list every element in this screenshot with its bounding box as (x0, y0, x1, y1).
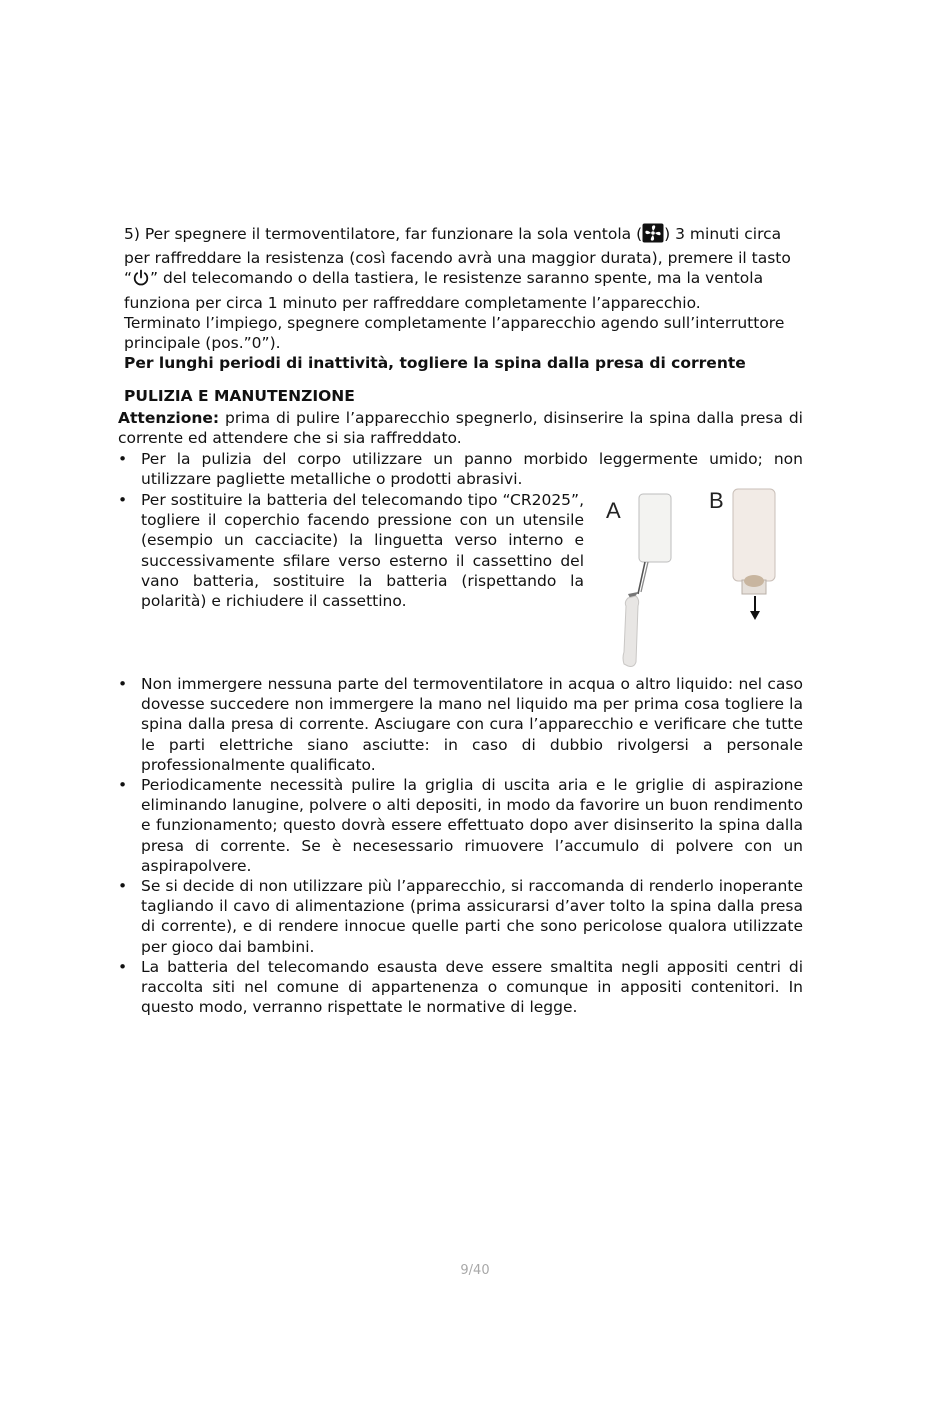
intro-line-5: Terminato l’impiego, spegnere completamente l’apparecchio agendo sull’interruttore (124, 313, 785, 332)
list-item-text: Se si decide di non utilizzare più l’apparecchio, si raccomanda di renderlo inoperante tagliando il cavo di alimentazione (prima assicurarsi d’aver tolto la spina dalla presa di corrente), e di rendere innocue quelle parti che sono pericolose qualora utilizzate per gioco dai bambini. (141, 877, 803, 956)
battery-replacement-figure (598, 484, 798, 672)
list-item (118, 490, 584, 611)
list-item (118, 775, 803, 876)
bullet: • (118, 776, 128, 795)
remote-illustration (598, 484, 798, 672)
intro-line-1-end: ) 3 minuti circa (664, 225, 782, 243)
quote-open: “ (124, 269, 133, 288)
list-item-text: Non immergere nessuna parte del termoventilatore in acqua o altro liquido: nel caso dovesse succedere non immergere la mano nel liquido ma per prima cosa togliere la spina dalla presa di corrente. Asciugare con cura l’apparecchio e verificare che tutte le parti elettriche siano asciutte: in caso di dubbio rivolgersi a personale professionalmente qualificato. (141, 675, 803, 774)
list-item (118, 674, 803, 775)
intro-line-1 (124, 223, 794, 248)
intro-line-3 (124, 268, 794, 292)
battery-list-item (118, 490, 584, 611)
attention-paragraph (118, 408, 803, 448)
maintenance-list-bottom (118, 674, 803, 1017)
intro-line-2: per raffreddare la resistenza (così facendo avrà una maggior durata), premere il tasto (124, 249, 791, 268)
fan-icon (642, 223, 664, 248)
list-item-text: Per la pulizia del corpo utilizzare un panno morbido leggermente umido; non utilizzare pagliette metalliche o prodotti abrasivi. (141, 450, 803, 489)
list-item-text: La batteria del telecomando esausta deve essere smaltita negli appositi centri di raccolta siti nel comune di appartenenza o comunque in appositi contenitori. In questo modo, verranno rispettate le normative di legge. (141, 957, 803, 1017)
intro-line-6: principale (pos.”0”). (124, 334, 281, 353)
attention-label: Attenzione: (118, 409, 220, 427)
bullet: • (118, 450, 128, 468)
page-number: 9/40 (460, 1263, 490, 1278)
intro-line-1-start: 5) Per spegnere il termoventilatore, far funzionare la sola ventola ( (124, 225, 643, 243)
list-item (118, 876, 803, 957)
figure-label-b: B (709, 488, 724, 513)
intro-paragraph (124, 223, 794, 373)
figure-label-a: A (606, 498, 621, 523)
list-item-text: Per sostituire la batteria del telecomando tipo “CR2025”, togliere il coperchio facendo pressione con un utensile (esempio un cacciacite) la linguetta verso interno e successivamente sfilare verso esterno il cassettino del vano batteria, sostituire la batteria (rispettando la polarità) e richiudere il cassettino. (141, 491, 584, 611)
intro-line-4: funziona per circa 1 minuto per raffreddare completamente l’apparecchio. (124, 293, 701, 312)
intro-line-3-end: ” del telecomando o della tastiera, le resistenze saranno spente, ma la ventola (150, 269, 764, 288)
bullet: • (118, 877, 128, 896)
list-item-text: Periodicamente necessità pulire la griglia di uscita aria e le griglie di aspirazione eliminando lanugine, polvere o alti depositi, in modo da favorire un buon rendimento e funzionamento; questo dovrà essere effettuato dopo aver disinserito la spina dalla presa di corrente. Se è necesessario rimuovere l’accumulo di polvere con un aspirapolvere. (141, 776, 803, 875)
power-icon (132, 269, 150, 292)
section-heading: PULIZIA E MANUTENZIONE (124, 387, 355, 405)
bullet: • (118, 491, 128, 509)
inactivity-warning: Per lunghi periodi di inattività, togliere la spina dalla presa di corrente (124, 354, 746, 373)
bullet: • (118, 957, 128, 976)
list-item (118, 957, 803, 1018)
bullet: • (118, 675, 128, 693)
attention-text: prima di pulire l’apparecchio spegnerlo, disinserire la spina dalla presa di corrente ed attendere che si sia raffreddato. (118, 409, 803, 448)
